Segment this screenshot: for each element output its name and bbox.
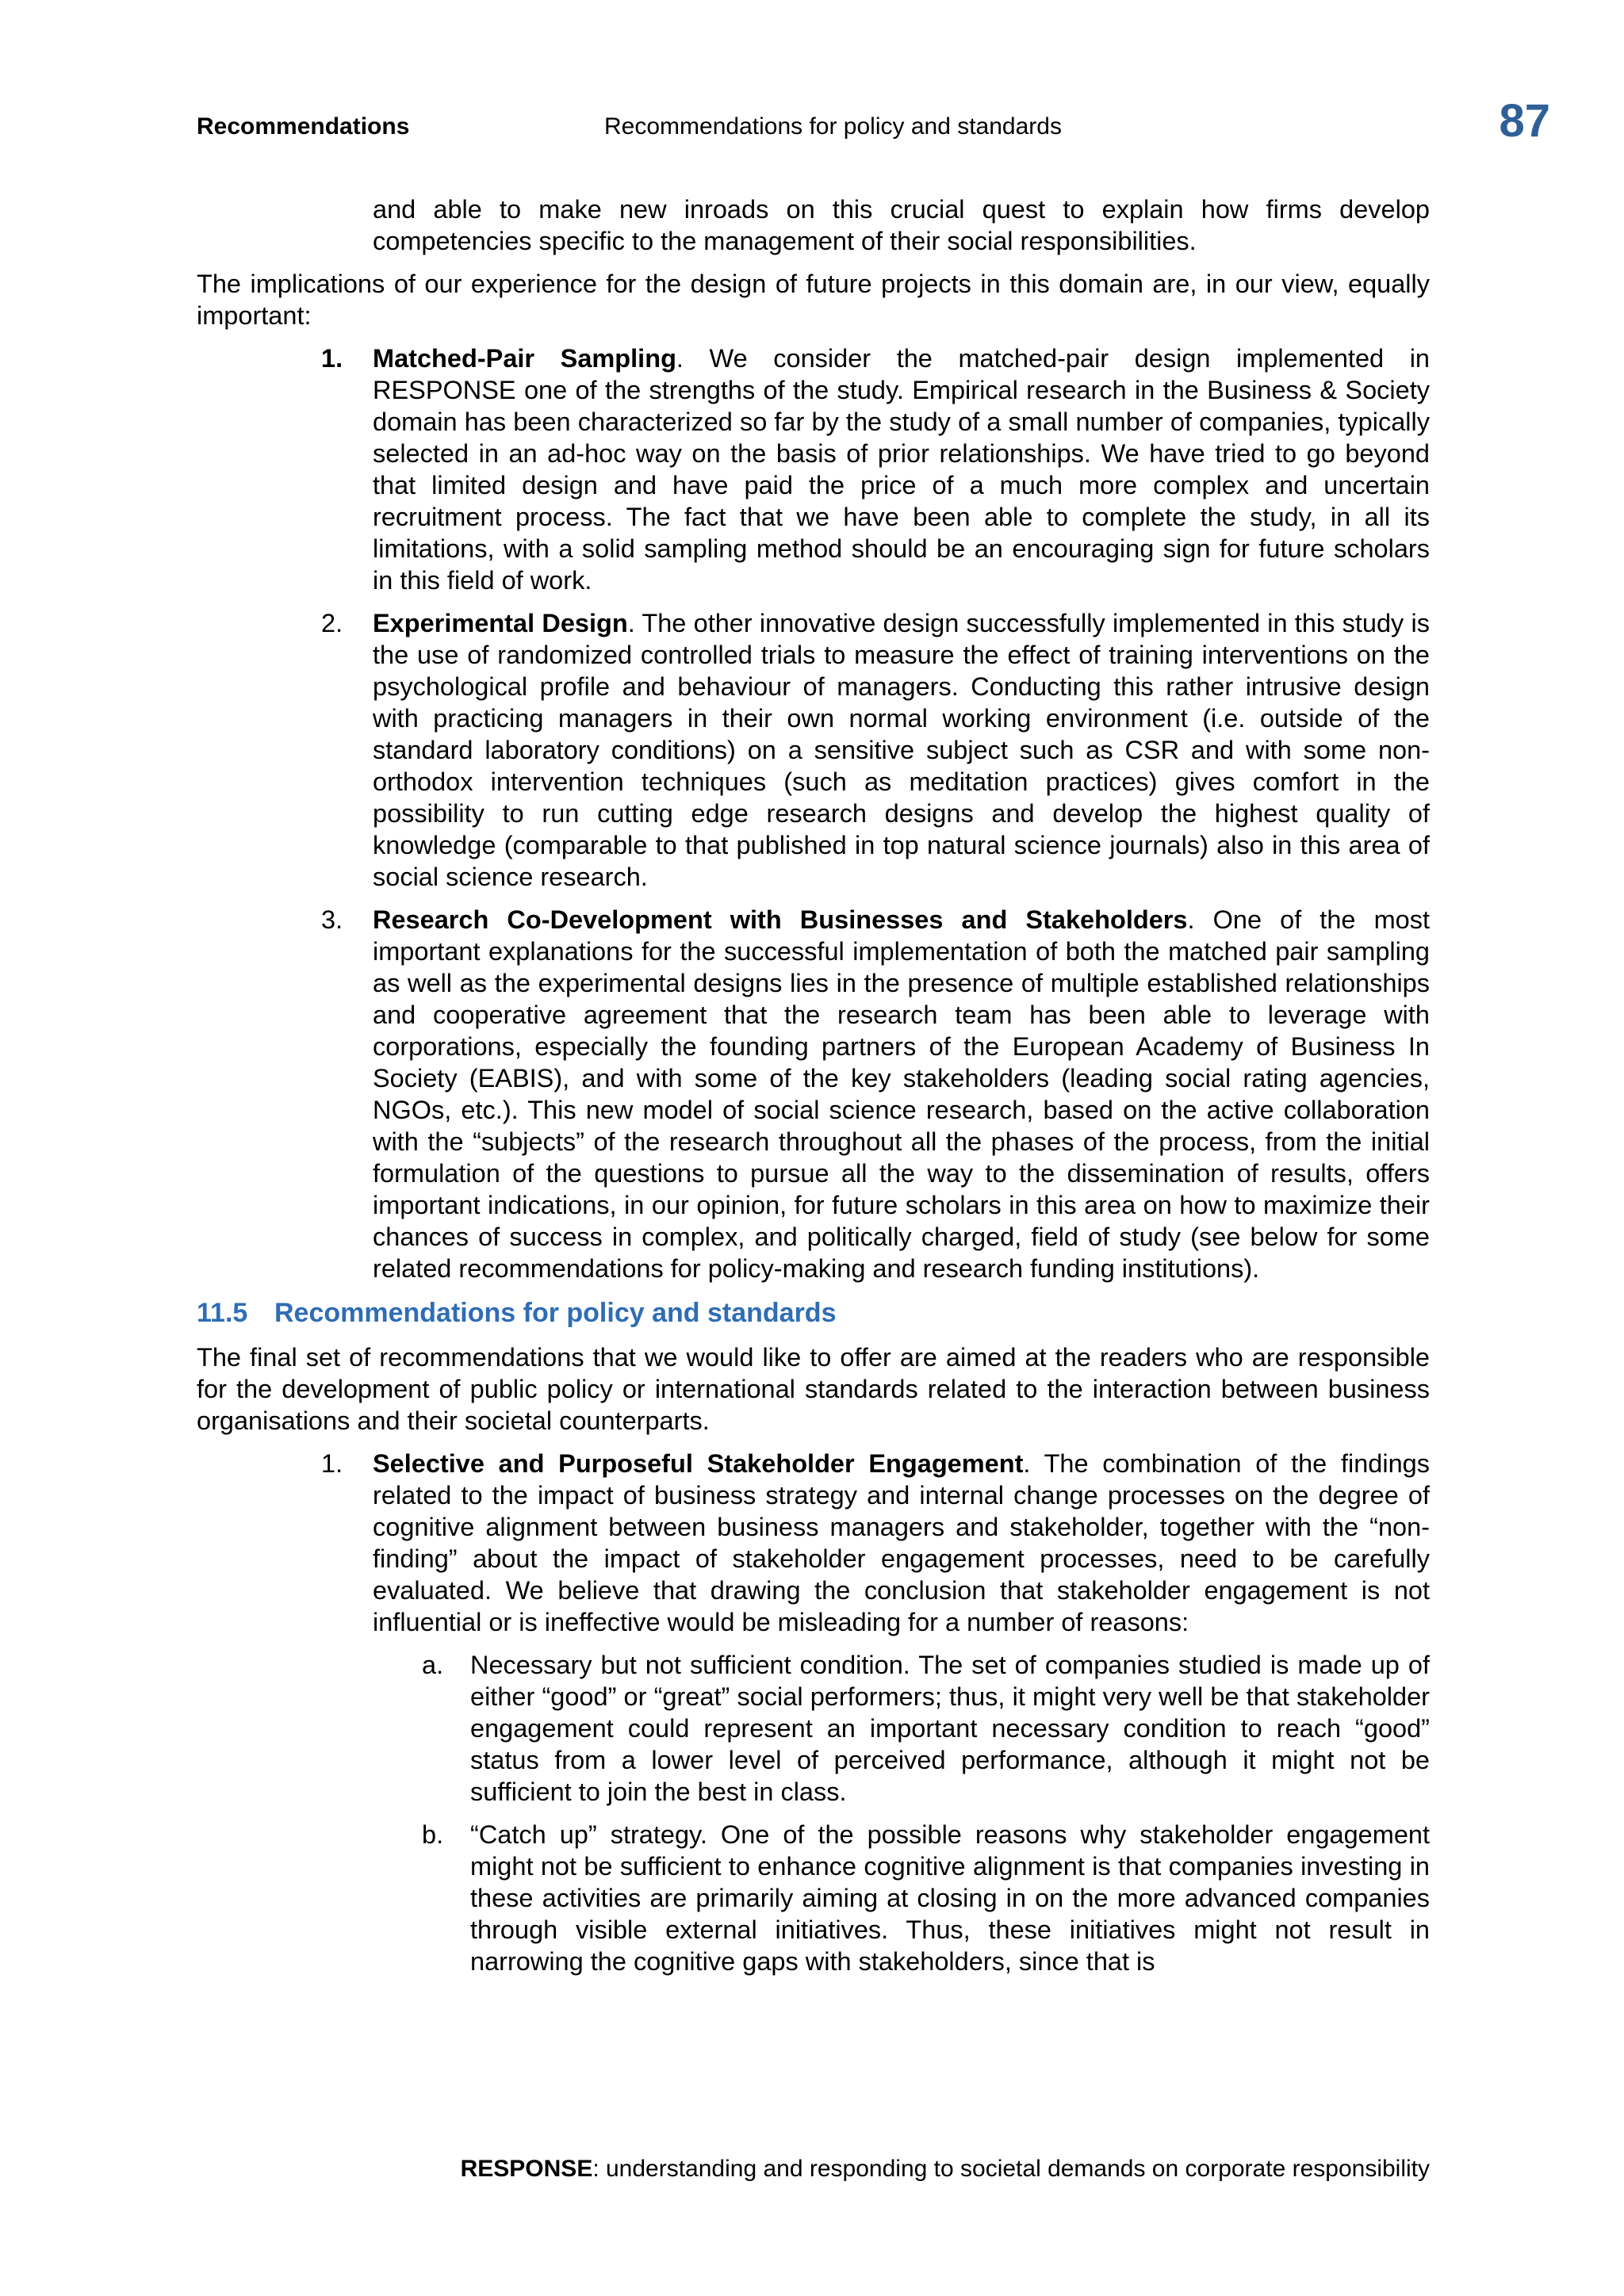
sub-list-letter: b.: [422, 1820, 444, 1849]
list-item-title: Research Co-Development with Businesses and Stakeholders: [373, 905, 1188, 934]
list-item-text: . We consider the matched-pair design implemented in RESPONSE one of the strengths of the study. Empirical research in the Business & Society domain has been characterized so far by the study of a small number of companies, typically selected in an ad-hoc way on the basis of prior relationships. We have tried to go beyond that limited design and have paid the price of a much more complex and uncertain recruitment process. The fact that we have been able to complete the study, in all its limitations, with a solid sampling method should be an encouraging sign for future scholars in this field of work.: [373, 344, 1430, 595]
running-footer: [461, 2153, 1430, 2185]
list-item-co-development: [321, 904, 1430, 1284]
list-item-title: Selective and Purposeful Stakeholder Engagement: [373, 1449, 1024, 1478]
section-intro-paragraph: The final set of recommendations that we would like to offer are aimed at the readers who are responsible for the development of public policy or international standards related to the interaction between business organisations and their societal counterparts.: [197, 1343, 1430, 1435]
running-header-chapter: Recommendations: [197, 113, 410, 140]
list-number: 1.: [321, 344, 343, 373]
intro-paragraph: The implications of our experience for the design of future projects in this domain are, in our view, equally important:: [197, 270, 1430, 330]
list-number: 3.: [321, 905, 343, 934]
list-item-stakeholder-engagement: [321, 1448, 1431, 1638]
list-number: 1.: [321, 1449, 343, 1478]
list-item-text: . The other innovative design successfully implemented in this study is the use of randomized controlled trials to measure the effect of training interventions on the psychological profile and behaviour of managers. Conducting this rather intrusive design with practicing managers in their own normal working environment (i.e. outside of the standard laboratory conditions) on a sensitive subject such as CSR and with some non-orthodox intervention techniques (such as meditation practices) gives comfort in the possibility to run cutting edge research designs and develop the highest quality of knowledge (comparable to that published in top natural science journals) also in this area of social science research.: [373, 609, 1430, 891]
footer-project-name: RESPONSE: [460, 2156, 593, 2182]
body-text: [197, 193, 1430, 1988]
section-number: 11.5: [197, 1298, 248, 1328]
list-item-matched-pair: [321, 342, 1430, 596]
list-number: 2.: [321, 609, 343, 637]
list-item-experimental-design: [321, 607, 1430, 893]
sub-list-item-b: [422, 1819, 1430, 1977]
list-item-text: . The combination of the findings related to the impact of business strategy and internal change processes on the degree of cognitive alignment between business managers and stakeholder, together with the “non-finding” about the impact of stakeholder engagement processes, need to be carefully evaluated. We believe that drawing the conclusion that stakeholder engagement is not influential or is ineffective would be misleading for a number of reasons:: [373, 1449, 1431, 1636]
list-item-text: . One of the most important explanations for the successful implementation of both the matched pair sampling as well as the experimental designs lies in the presence of multiple established relationships and cooperative agreement that the research team has been able to leverage with corporations, especially the founding partners of the European Academy of Business In Society (EABIS), and with some of the key stakeholders (leading social rating agencies, NGOs, etc.). This new model of social science research, based on the active collaboration with the “subjects” of the research throughout all the phases of the process, from the initial formulation of the questions to pursue all the way to the dissemination of results, offers important indications, in our opinion, for future scholars in this area on how to maximize their chances of success in complex, and politically charged, field of study (see below for some related recommendations for policy-making and research funding institutions).: [373, 905, 1430, 1283]
sub-list-text: Necessary but not sufficient condition. The set of companies studied is made up of either “good” or “great” social performers; thus, it might very well be that stakeholder engagement could represent an important necessary condition to reach “good” status from a lower level of perceived performance, although it might not be sufficient to join the best in class.: [470, 1651, 1430, 1806]
list-item-title: Matched-Pair Sampling: [373, 344, 676, 373]
sub-list-item-a: [422, 1649, 1430, 1808]
section-title: Recommendations for policy and standards: [274, 1298, 837, 1328]
running-header-section: Recommendations for policy and standards: [604, 113, 1062, 140]
carryover-paragraph: and able to make new inroads on this crucial quest to explain how firms develop competencies specific to the management of their social responsibilities.: [373, 195, 1430, 255]
list-item-title: Experimental Design: [373, 609, 628, 637]
footer-tagline: : understanding and responding to societal demands on corporate responsibility: [592, 2156, 1430, 2182]
section-heading: [197, 1295, 1430, 1330]
sub-list-text: “Catch up” strategy. One of the possible reasons why stakeholder engagement might not be sufficient to enhance cognitive alignment is that companies investing in these activities are primarily aiming at closing in on the more advanced companies through visible external initiatives. Thus, these initiatives might not result in narrowing the cognitive gaps with stakeholders, since that is: [470, 1820, 1430, 1976]
sub-list-letter: a.: [422, 1651, 444, 1679]
page-number: 87: [1499, 95, 1550, 147]
